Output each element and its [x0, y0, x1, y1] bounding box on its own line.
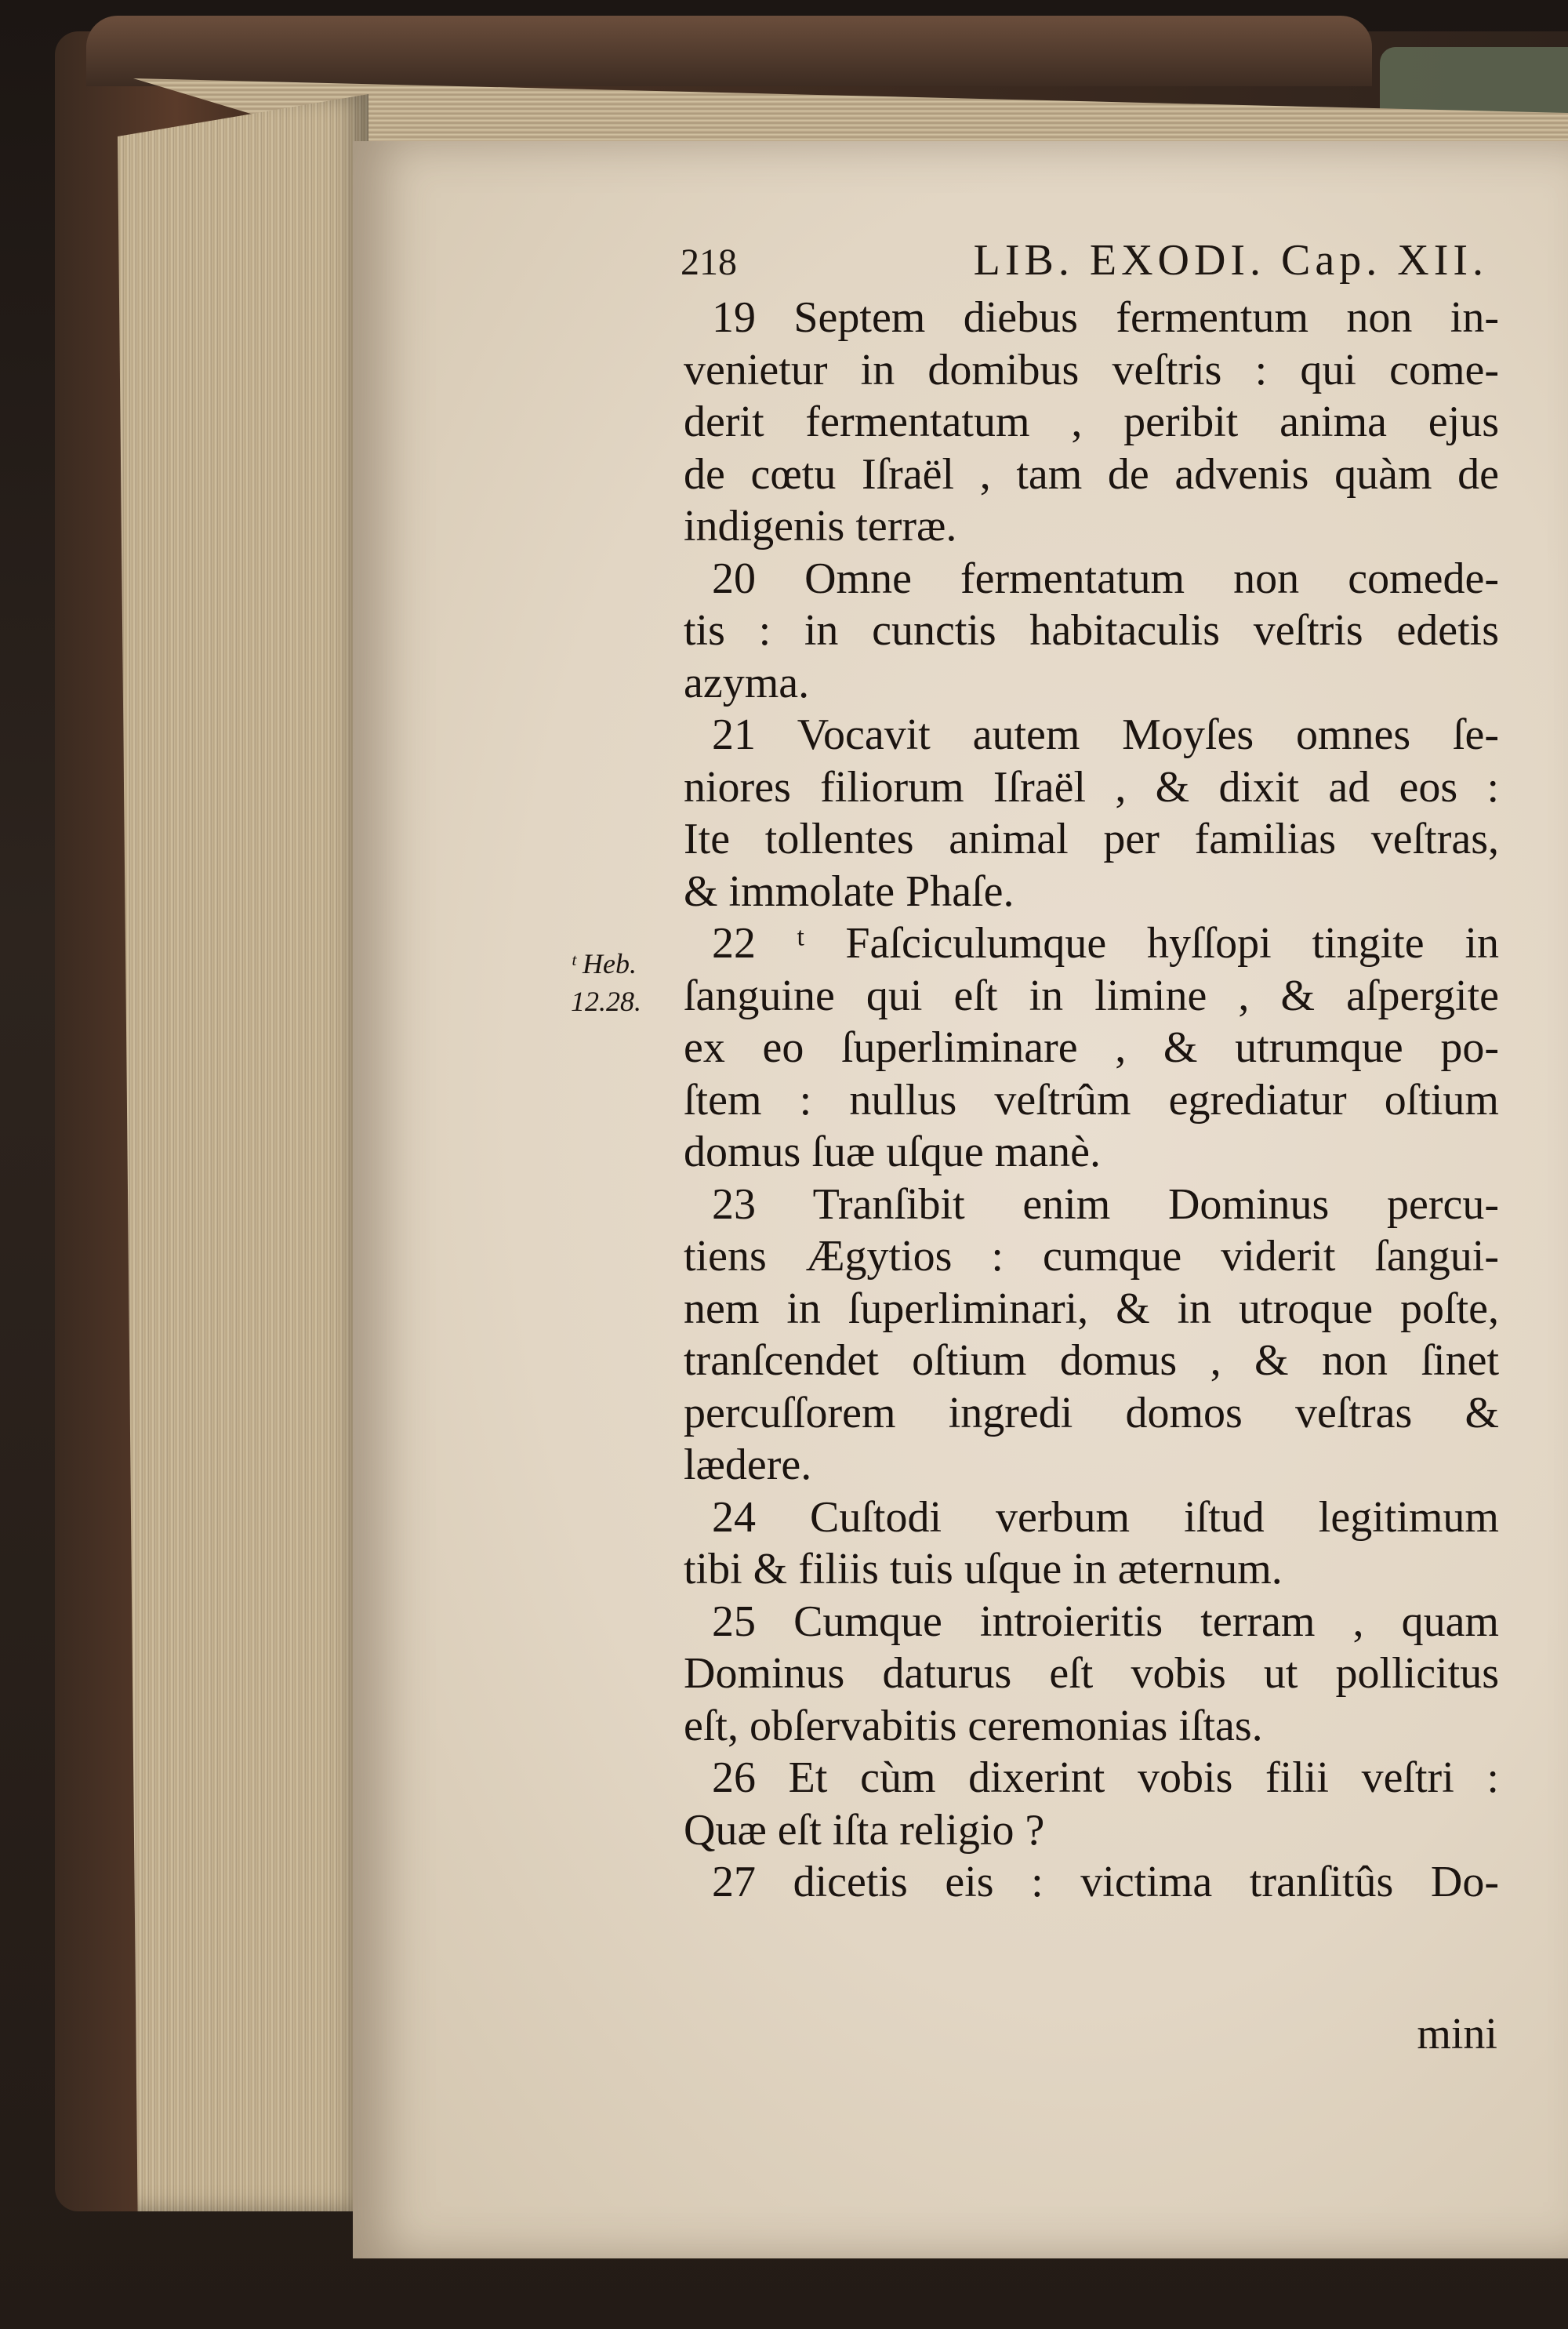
- verse-text-block: [684, 292, 1499, 1909]
- verse-line: 22 ᵗ Faſciculumque hyſſopi tingite in: [712, 919, 1499, 968]
- verse-line: 27 dicetis eis : victima tranſitûs Do-: [712, 1858, 1499, 1906]
- page-block-fore-edge: [118, 94, 368, 2211]
- verse-line: Dominus daturus eſt vobis ut pollicitus: [684, 1649, 1499, 1698]
- verse-line: ſtem : nullus veſtrûm egrediatur oſtium: [684, 1075, 1499, 1125]
- marginal-note: [571, 945, 673, 1020]
- verse-line: venietur in domibus veſtris : qui come-: [684, 345, 1499, 394]
- verse-line: 23 Tranſibit enim Dominus percu-: [712, 1179, 1499, 1229]
- verse-line: & immolate Phaſe.: [684, 867, 1014, 916]
- verse-line: ex eo ſuperliminare , & utrumque po-: [684, 1023, 1499, 1072]
- verse-line: 26 Et cùm dixerint vobis filii veſtri :: [712, 1753, 1499, 1802]
- verse-line: ſanguine qui eſt in limine , & aſpergite: [684, 971, 1499, 1020]
- book-cover-top: [86, 16, 1372, 86]
- verse-line: niores filiorum Iſraël , & dixit ad eos :: [684, 762, 1499, 812]
- verse-line: Ite tollentes animal per familias veſtras,: [684, 815, 1499, 863]
- verse-line: Quæ eſt iſta religio ?: [684, 1805, 1045, 1855]
- verse-line: 19 Septem diebus fermentum non in-: [712, 293, 1499, 342]
- verse-line: tiens Ægytios : cumque viderit ſangui-: [684, 1232, 1499, 1281]
- verse-line: 20 Omne fermentatum non comede-: [712, 554, 1499, 603]
- catchword: mini: [1417, 2010, 1497, 2058]
- verse-line: derit fermentatum , peribit anima ejus: [684, 398, 1499, 446]
- verse-line: azyma.: [684, 658, 810, 707]
- verse-line: tranſcendet oſtium domus , & non ſinet: [684, 1336, 1499, 1385]
- page-number: 218: [681, 242, 737, 283]
- verse-line: nem in ſuperliminari, & in utroque poſte,: [684, 1284, 1499, 1333]
- verse-line: eſt, obſervabitis ceremonias iſtas.: [684, 1701, 1263, 1750]
- verse-line: 21 Vocavit autem Moyſes omnes ſe-: [712, 710, 1499, 759]
- verse-line: lædere.: [684, 1441, 812, 1489]
- marginal-note-line: ᵗ Heb.: [571, 948, 637, 979]
- verse-line: de cœtu Iſraël , tam de advenis quàm de: [684, 449, 1499, 499]
- verse-line: tibi & filiis tuis uſque in æternum.: [684, 1545, 1283, 1593]
- verse-line: domus ſuæ uſque manè.: [684, 1128, 1101, 1176]
- verse-line: indigenis terræ.: [684, 502, 957, 550]
- page-header: [681, 235, 1488, 290]
- verse-line: 25 Cumque introieritis terram , quam: [712, 1597, 1499, 1646]
- marginal-note-line: 12.28.: [571, 986, 641, 1017]
- verse-line: tis : in cunctis habitaculis veſtris edetis: [684, 606, 1499, 655]
- verse-line: 24 Cuſtodi verbum iſtud legitimum: [712, 1492, 1499, 1542]
- verse-line: percuſſorem ingredi domos veſtras &: [684, 1388, 1499, 1437]
- running-head: LIB. EXODI. Cap. XII.: [973, 236, 1488, 285]
